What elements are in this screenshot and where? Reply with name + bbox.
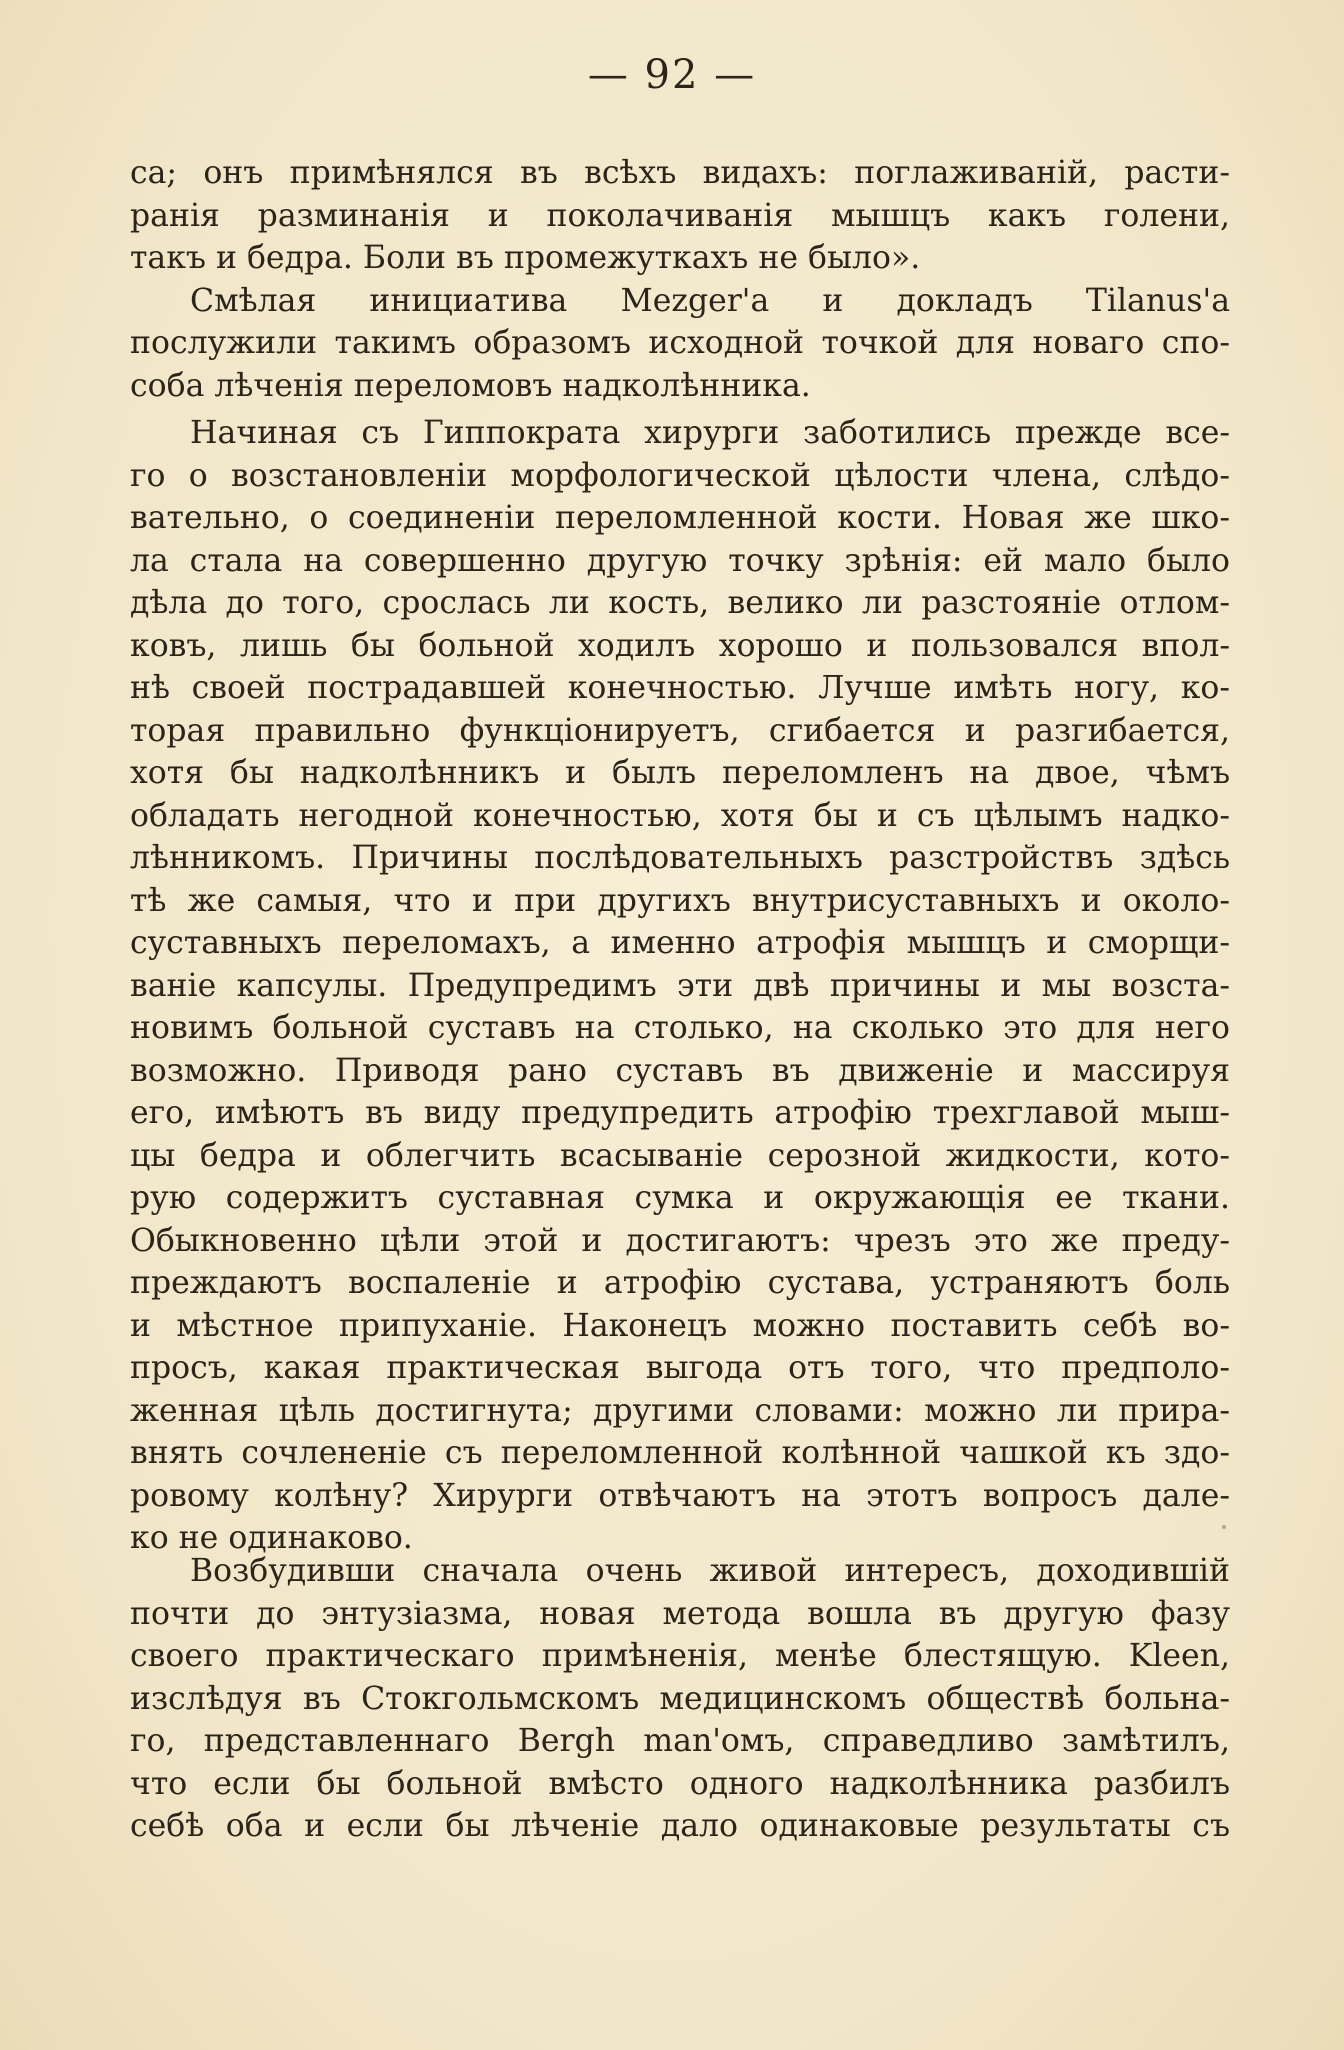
paragraph-block-3 [130, 1550, 1230, 1848]
text-line: возможно. Приводя рано суставъ въ движеніе и массируя [130, 1052, 1230, 1089]
text-line: обладать негодной конечностью, хотя бы и съ цѣлымъ надко- [130, 797, 1230, 834]
text-line: Возбудивши сначала очень живой интересъ, доходившій [190, 1553, 1230, 1589]
page-number: — 92 — [587, 52, 757, 98]
text-line: са; онъ примѣнялся въ всѣхъ видахъ: поглаживаній, расти- [130, 155, 1230, 191]
text-line: преждаютъ воспаленіе и атрофію сустава, устраняютъ боль [130, 1265, 1230, 1301]
text-line: внять сочлененіе съ переломленной колѣнной чашкой къ здо- [130, 1435, 1230, 1471]
text-line: Обыкновенно цѣли этой и достигаютъ: чрезъ это же преду- [130, 1222, 1230, 1259]
text-line: го, представленнаго Bergh man'омъ, справедливо замѣтилъ, [130, 1723, 1230, 1759]
text-line: почти до энтузіазма, новая метода вошла въ другую фазу [130, 1595, 1230, 1632]
text-line: торая правильно функціонируетъ, сгибается и разгибается, [130, 712, 1230, 749]
paragraph-block-2 [130, 412, 1230, 1560]
paper-speck [1222, 1525, 1226, 1529]
text-line: Смѣлая инициатива Mezger'а и докладъ Tilanus'а [190, 282, 1230, 319]
text-line: просъ, какая практическая выгода отъ того, что предполо- [130, 1350, 1230, 1386]
text-line: го о возстановленіи морфологической цѣлости члена, слѣдо- [130, 457, 1230, 494]
text-line: ковъ, лишь бы больной ходилъ хорошо и пользовался впол- [130, 627, 1230, 664]
text-line: что если бы больной вмѣсто одного надколѣнника разбилъ [130, 1765, 1230, 1802]
text-line: послужили такимъ образомъ исходной точкой для новаго спо- [130, 325, 1230, 361]
text-line: себѣ оба и если бы лѣченіе дало одинаковые результаты съ [130, 1808, 1230, 1844]
text-line: соба лѣченія переломовъ надколѣнника. [130, 367, 811, 404]
text-line: рую содержитъ суставная сумка и окружающія ее ткани. [130, 1180, 1230, 1216]
text-line: женная цѣль достигнута; другими словами: можно ли прира- [130, 1392, 1230, 1429]
text-line: Начиная съ Гиппократа хирурги заботились прежде все- [190, 415, 1230, 451]
text-line: своего практическаго примѣненія, менѣе блестящую. Kleen, [130, 1638, 1230, 1674]
text-line: суставныхъ переломахъ, а именно атрофія мышцъ и сморщи- [130, 925, 1230, 961]
text-line: цы бедра и облегчить всасываніе серозной жидкости, кото- [130, 1137, 1230, 1174]
text-line: хотя бы надколѣнникъ и былъ переломленъ на двое, чѣмъ [130, 755, 1230, 791]
text-line: тѣ же самыя, что и при другихъ внутрисуставныхъ и около- [130, 882, 1230, 919]
text-line: ровому колѣну? Хирурги отвѣчаютъ на этотъ вопросъ дале- [130, 1477, 1230, 1514]
text-line: дѣла до того, срослась ли кость, велико ли разстояніе отлом- [130, 585, 1230, 621]
text-line: вательно, о соединеніи переломленной кости. Новая же шко- [130, 500, 1230, 536]
text-line: ваніе капсулы. Предупредимъ эти двѣ причины и мы возста- [130, 967, 1230, 1004]
text-line: изслѣдуя въ Стокгольмскомъ медицинскомъ обществѣ больна- [130, 1680, 1230, 1717]
text-line: лѣнникомъ. Причины послѣдовательныхъ разстройствъ здѣсь [130, 840, 1230, 876]
text-line: новимъ больной суставъ на столько, на сколько это для него [130, 1010, 1230, 1046]
text-line: ранія разминанія и поколачиванія мышцъ какъ голени, [130, 197, 1230, 234]
text-line: его, имѣютъ въ виду предупредить атрофію трехглавой мыш- [130, 1095, 1230, 1131]
text-line: нѣ своей пострадавшей конечностью. Лучше имѣть ногу, ко- [130, 670, 1230, 706]
paragraph-block-1 [130, 152, 1230, 407]
text-line: ко не одинаково. [130, 1520, 413, 1556]
text-line: и мѣстное припуханіе. Наконецъ можно поставить себѣ во- [130, 1307, 1230, 1344]
text-line: такъ и бедра. Боли въ промежуткахъ не было». [130, 240, 921, 276]
text-line: ла стала на совершенно другую точку зрѣнія: ей мало было [130, 542, 1230, 579]
